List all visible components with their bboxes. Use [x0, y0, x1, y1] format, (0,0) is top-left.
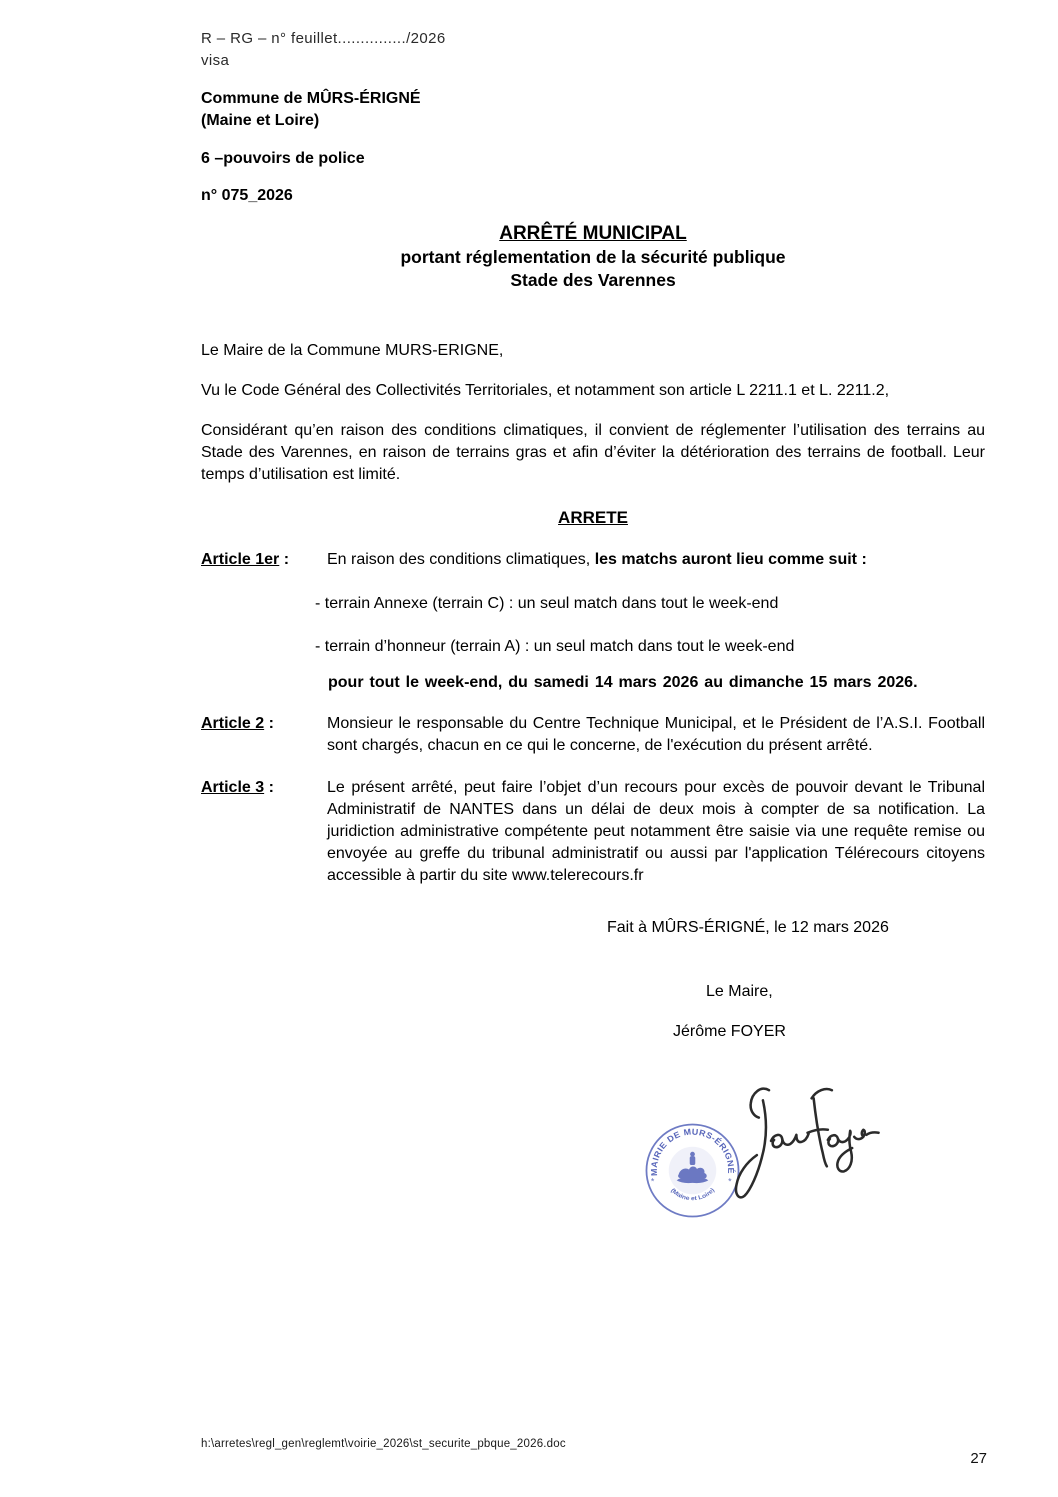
title-main: ARRÊTÉ MUNICIPAL [499, 223, 687, 244]
registry-reference-line: R – RG – n° feuillet.............../2026 [201, 30, 446, 47]
article-3-text: Le présent arrêté, peut faire l’objet d’un recours pour excès de pouvoir devant le Tribunal Administratif de NANTES dans un délai de deux mois à compter de sa notification. La juridiction administrative compétente peut notamment être saisie via une requête remise ou envoyée au greffe du tribunal administratif ou aussi par l'application Télérecours citoyens accessible à partir du site www.telerecours.fr [327, 779, 985, 884]
article-3-label: Article 3 : [201, 779, 274, 796]
commune-name: Commune de MÛRS-ÉRIGNÉ [201, 90, 421, 107]
arrete-heading: ARRETE [558, 508, 628, 527]
place-date-line: Fait à MÛRS-ÉRIGNÉ, le 12 mars 2026 [607, 919, 889, 936]
article-1 [201, 549, 985, 571]
category-line: 6 –pouvoirs de police [201, 150, 365, 167]
considerant-paragraph: Considérant qu’en raison des conditions climatiques, il convient de réglementer l’utilisation des terrains au Stade des Varennes, en raison de terrains gras et afin d’éviter la détérioration des terrains de football. Leur temps d’utilisation est limité. [201, 422, 985, 483]
signatory-role: Le Maire, [706, 983, 773, 1000]
visa-label: visa [201, 52, 230, 69]
department-name: (Maine et Loire) [201, 112, 320, 129]
article-2-text: Monsieur le responsable du Centre Technique Municipal, et le Président de l’A.S.I. Football sont chargés, chacun en ce qui le concerne, de l'exécution du présent arrêté. [327, 715, 985, 754]
title-location: Stade des Varennes [510, 270, 676, 290]
stamp-star-left: * [650, 1176, 655, 1187]
footer-file-path: h:\arretes\regl_gen\reglemt\voirie_2026\st_securite_pbque_2026.doc [201, 1438, 566, 1450]
article-1-text: En raison des conditions climatiques, les matchs auront lieu comme suit : [327, 551, 867, 568]
stamp-bottom-text: (Maine et Loire) [669, 1187, 717, 1203]
signature-handwriting-icon [720, 1076, 888, 1218]
stamp-star-right: * [728, 1176, 732, 1187]
intro-paragraph: Le Maire de la Commune MURS-ERIGNE, [201, 342, 504, 359]
document-title-block [201, 222, 985, 292]
article-1-label: Article 1er : [201, 551, 290, 568]
article-1-bullet-terrain-a: - terrain d’honneur (terrain A) : un seul match dans tout le week-end [315, 638, 795, 655]
article-2 [201, 713, 985, 757]
title-subtitle: portant réglementation de la sécurité publique [400, 247, 786, 267]
decree-number: n° 075_2026 [201, 187, 293, 204]
article-1-bullet-terrain-c: - terrain Annexe (terrain C) : un seul match dans tout le week-end [315, 595, 779, 612]
article-1-period-line: pour tout le week-end, du samedi 14 mars 2026 au dimanche 15 mars 2026. [328, 674, 918, 691]
vu-paragraph: Vu le Code Général des Collectivités Territoriales, et notamment son article L 2211.1 et L. 2211.2, [201, 382, 890, 399]
page-number: 27 [970, 1450, 987, 1467]
article-2-label: Article 2 : [201, 715, 274, 732]
signatory-name: Jérôme FOYER [673, 1023, 786, 1040]
article-3 [201, 777, 985, 887]
stamp-top-text: MAIRIE DE MURS-ÉRIGNÉ [648, 1126, 737, 1177]
